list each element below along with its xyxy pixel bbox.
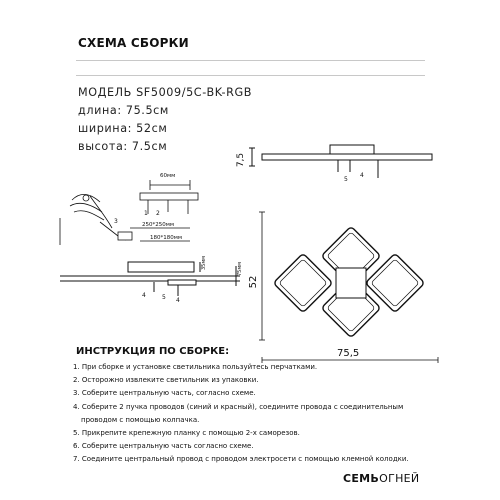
brand-logo-bold: СЕМЬ bbox=[343, 472, 380, 485]
dim-height-label: 7,5 bbox=[236, 152, 246, 168]
dim-35-label: 35мм bbox=[201, 256, 207, 270]
dim-60mm-label: 60мм bbox=[160, 173, 176, 179]
mounting-bracket bbox=[130, 180, 198, 241]
page-title: СХЕМА СБОРКИ bbox=[78, 36, 189, 50]
dim-75-label: 75мм bbox=[237, 262, 243, 276]
instruction-step: 3. Соберите центральную часть, согласно схеме. bbox=[73, 389, 256, 398]
callout-4b: 4 bbox=[142, 292, 146, 299]
instruction-step: 5. Прикрепите крепежную планку с помощью 2-х саморезов. bbox=[73, 429, 300, 438]
instruction-step: 2. Осторожно извлеките светильник из упаковки. bbox=[73, 376, 259, 385]
dim-180-label: 180*180мм bbox=[150, 235, 183, 241]
instruction-step: 4. Соберите 2 пучка проводов (синий и красный), соедините провода с соединительным bbox=[73, 402, 404, 411]
dim-width-label: 75,5 bbox=[337, 348, 360, 359]
callout-1: 1 bbox=[144, 210, 148, 217]
instruction-step: 6. Соберите центральную часть согласно схеме. bbox=[73, 442, 254, 451]
spec-length: длина: 75.5см bbox=[78, 104, 169, 117]
callout-5b: 5 bbox=[162, 294, 166, 301]
fixture-assembly-side bbox=[60, 262, 240, 296]
dim-250-label: 250*250мм bbox=[142, 222, 175, 228]
instruction-step: 7. Соедините центральный провод с проводом электросети с помощью клемной колодки. bbox=[73, 455, 409, 464]
callout-2: 2 bbox=[156, 210, 160, 217]
spec-height: высота: 7.5см bbox=[78, 140, 168, 153]
callout-5a: 5 bbox=[344, 176, 348, 183]
callout-4c: 4 bbox=[176, 297, 180, 304]
instruction-step-continuation: проводом с помощью колпачка. bbox=[81, 415, 200, 424]
spec-model: МОДЕЛЬ SF5009/5C-BK-RGB bbox=[78, 86, 253, 99]
instruction-step: 1. При сборке и установке светильника пользуйтесь перчатками. bbox=[73, 363, 318, 371]
callout-4a: 4 bbox=[360, 172, 364, 179]
spec-width: ширина: 52см bbox=[78, 122, 168, 135]
callout-3: 3 bbox=[114, 218, 118, 225]
brand-logo-light: ОГНЕЙ bbox=[379, 472, 420, 485]
fixture-top-view bbox=[273, 226, 424, 337]
wiring-detail bbox=[60, 194, 132, 245]
brand-logo bbox=[343, 472, 419, 485]
dim-depth-label: 52 bbox=[248, 275, 259, 289]
instructions-title: ИНСТРУКЦИЯ ПО СБОРКЕ: bbox=[76, 346, 230, 357]
fixture-side-view bbox=[249, 145, 432, 178]
instructions-list bbox=[73, 361, 433, 467]
